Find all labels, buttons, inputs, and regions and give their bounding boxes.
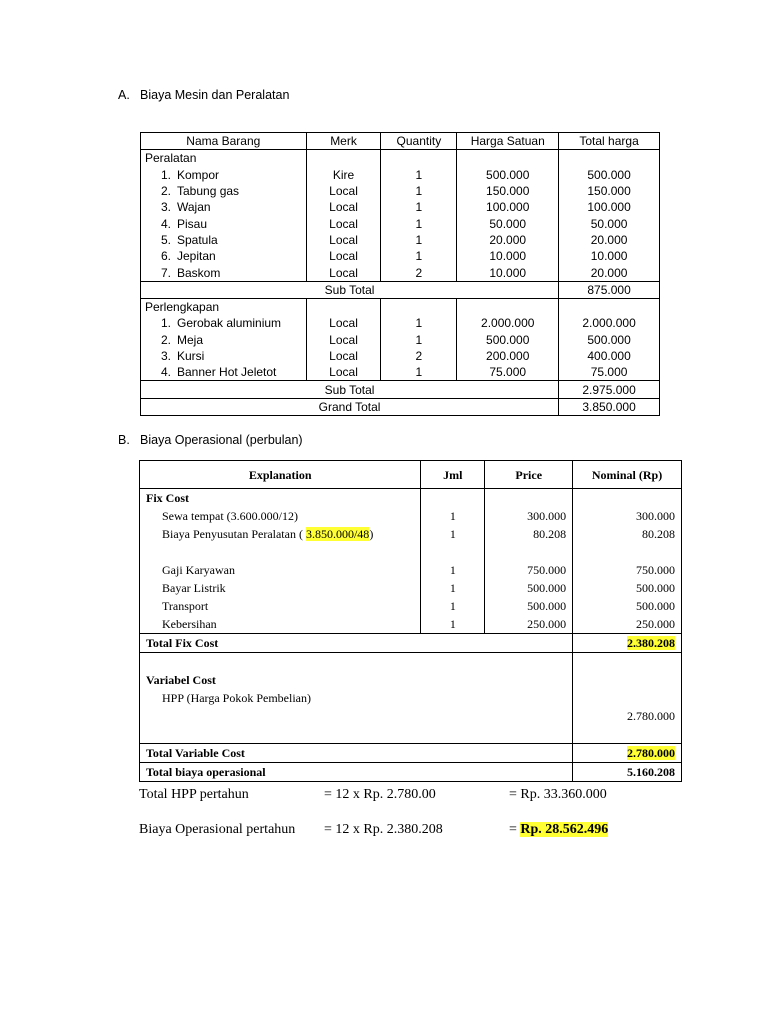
fix-cost-label-row — [140, 489, 682, 508]
empty-cell — [306, 298, 381, 315]
item-number: 2. — [160, 184, 171, 199]
summary-hpp-result: = Rp. 33.360.000 — [509, 787, 607, 802]
fix-item-nominal: 300.000 — [573, 507, 682, 525]
item-merk: Kire — [306, 167, 381, 183]
item-unit-price: 2.000.000 — [457, 315, 559, 331]
item-quantity: 1 — [381, 364, 457, 381]
subtotal-row — [141, 381, 660, 398]
empty-cell — [573, 689, 682, 707]
item-unit-price: 10.000 — [457, 248, 559, 264]
table-row — [140, 507, 682, 525]
col-header-explanation: Explanation — [140, 461, 421, 489]
table-header-row — [140, 461, 682, 489]
fix-item-price: 250.000 — [485, 615, 573, 634]
col-header-quantity: Quantity — [381, 133, 457, 150]
subtotal-row — [141, 281, 660, 298]
table-row — [141, 348, 660, 364]
item-name: Tabung gas — [177, 184, 240, 199]
empty-cell — [573, 653, 682, 672]
empty-cell — [573, 489, 682, 508]
col-header-nama-barang: Nama Barang — [141, 133, 307, 150]
item-merk: Local — [306, 332, 381, 348]
variable-cost-label: Variabel Cost — [140, 671, 573, 689]
item-total-price: 500.000 — [559, 332, 660, 348]
item-number: 3. — [160, 200, 171, 215]
empty-cell — [559, 150, 660, 167]
fix-item-price: 80.208 — [485, 525, 573, 543]
table-row — [141, 315, 660, 331]
fix-item-price: 300.000 — [485, 507, 573, 525]
fix-item-jml: 1 — [421, 507, 485, 525]
empty-cell — [485, 489, 573, 508]
empty-cell — [381, 298, 457, 315]
item-total-price: 100.000 — [559, 199, 660, 215]
item-merk: Local — [306, 364, 381, 381]
fix-item-name: Kebersihan — [140, 615, 421, 634]
variable-item-row — [140, 689, 682, 707]
fix-item-name: Gaji Karyawan — [140, 561, 421, 579]
item-number: 3. — [160, 349, 171, 363]
col-header-total-harga: Total harga — [559, 133, 660, 150]
fix-item-name — [140, 525, 421, 543]
fix-item-jml: 1 — [421, 525, 485, 543]
total-fix-cost-label: Total Fix Cost — [140, 634, 573, 653]
grand-total-label: Grand Total — [141, 398, 559, 415]
summary-operational-result — [509, 822, 608, 838]
item-total-price: 50.000 — [559, 215, 660, 231]
subtotal-value: 875.000 — [559, 281, 660, 298]
table-header-row — [141, 133, 660, 150]
section-b-title: Biaya Operasional (perbulan) — [140, 433, 303, 447]
group-header-row — [141, 150, 660, 167]
summary-operational-prefix: = — [509, 822, 521, 837]
item-quantity: 2 — [381, 264, 457, 281]
variable-spacer-row — [140, 653, 682, 672]
item-total-price: 500.000 — [559, 167, 660, 183]
fix-item-name-part: Biaya Penyusutan Peralatan ( — [162, 527, 306, 541]
equipment-cost-table — [140, 132, 660, 416]
empty-cell — [140, 653, 573, 672]
empty-cell — [559, 298, 660, 315]
group-header-row — [141, 298, 660, 315]
empty-cell — [457, 150, 559, 167]
fix-item-nominal: 250.000 — [573, 615, 682, 634]
total-fix-cost-cell — [573, 634, 682, 653]
col-header-jml: Jml — [421, 461, 485, 489]
item-merk: Local — [306, 348, 381, 364]
item-unit-price: 100.000 — [457, 199, 559, 215]
item-total-price: 20.000 — [559, 232, 660, 248]
item-number: 2. — [160, 332, 171, 347]
empty-cell — [421, 543, 485, 561]
fix-item-jml: 1 — [421, 561, 485, 579]
item-number: 5. — [160, 232, 171, 247]
item-total-price: 400.000 — [559, 348, 660, 364]
item-name-cell — [141, 199, 307, 215]
item-quantity: 1 — [381, 199, 457, 215]
fix-item-price: 500.000 — [485, 597, 573, 615]
item-name: Wajan — [177, 200, 211, 215]
summary-hpp-formula: = 12 x Rp. 2.780.00 — [324, 787, 436, 802]
item-name: Gerobak aluminium — [177, 316, 282, 331]
empty-cell — [421, 489, 485, 508]
fix-item-name: Bayar Listrik — [140, 579, 421, 597]
empty-cell — [140, 707, 573, 725]
summary-operational-highlight: Rp. 28.562.496 — [520, 822, 609, 837]
item-quantity: 1 — [381, 232, 457, 248]
group-name: Peralatan — [141, 150, 307, 167]
total-operational-label: Total biaya operasional — [140, 763, 573, 782]
item-name-cell — [141, 364, 307, 381]
empty-cell — [140, 543, 421, 561]
item-number: 4. — [160, 216, 171, 231]
item-name: Pisau — [177, 216, 208, 231]
empty-cell — [140, 725, 573, 744]
item-number: 6. — [160, 249, 171, 264]
item-quantity: 1 — [381, 332, 457, 348]
item-name-cell — [141, 167, 307, 183]
table-row — [140, 579, 682, 597]
fix-item-price: 750.000 — [485, 561, 573, 579]
item-name: Meja — [177, 332, 204, 347]
table-row — [140, 525, 682, 543]
item-quantity: 1 — [381, 215, 457, 231]
section-b-letter: B. — [118, 433, 130, 447]
empty-cell — [573, 543, 682, 561]
item-number: 1. — [160, 316, 171, 331]
grand-total-row — [141, 398, 660, 415]
empty-cell — [457, 298, 559, 315]
grand-total-value: 3.850.000 — [559, 398, 660, 415]
fix-item-jml: 1 — [421, 579, 485, 597]
table-row — [141, 199, 660, 215]
section-a-letter: A. — [118, 88, 130, 102]
item-name-cell — [141, 215, 307, 231]
item-merk: Local — [306, 248, 381, 264]
fix-item-nominal: 80.208 — [573, 525, 682, 543]
item-unit-price: 500.000 — [457, 332, 559, 348]
total-fix-cost-value: 2.380.208 — [627, 636, 675, 650]
item-name-cell — [141, 232, 307, 248]
item-total-price: 10.000 — [559, 248, 660, 264]
item-quantity: 2 — [381, 348, 457, 364]
subtotal-value: 2.975.000 — [559, 381, 660, 398]
item-number: 4. — [160, 365, 171, 380]
item-name: Baskom — [177, 265, 221, 280]
fix-cost-label: Fix Cost — [140, 489, 421, 508]
empty-cell — [573, 671, 682, 689]
fix-item-jml: 1 — [421, 597, 485, 615]
item-unit-price: 50.000 — [457, 215, 559, 231]
col-header-harga-satuan: Harga Satuan — [457, 133, 559, 150]
total-variable-cost-row — [140, 744, 682, 763]
subtotal-label: Sub Total — [141, 381, 559, 398]
col-header-merk: Merk — [306, 133, 381, 150]
item-number: 1. — [160, 167, 171, 182]
empty-cell — [306, 150, 381, 167]
item-unit-price: 200.000 — [457, 348, 559, 364]
item-name-cell — [141, 248, 307, 264]
table-row — [141, 183, 660, 199]
item-unit-price: 75.000 — [457, 364, 559, 381]
item-quantity: 1 — [381, 248, 457, 264]
fix-item-nominal: 750.000 — [573, 561, 682, 579]
item-merk: Local — [306, 315, 381, 331]
variable-item-name: HPP (Harga Pokok Pembelian) — [140, 689, 573, 707]
fix-item-name: Sewa tempat (3.600.000/12) — [140, 507, 421, 525]
item-name-cell — [141, 183, 307, 199]
table-row — [141, 264, 660, 281]
item-name-cell — [141, 332, 307, 348]
item-unit-price: 150.000 — [457, 183, 559, 199]
summary-operational-label: Biaya Operasional pertahun — [139, 822, 296, 837]
fix-item-nominal: 500.000 — [573, 597, 682, 615]
table-row — [141, 332, 660, 348]
table-row — [141, 215, 660, 231]
operational-cost-table — [139, 460, 682, 782]
table-row — [141, 232, 660, 248]
item-merk: Local — [306, 232, 381, 248]
item-name-cell — [141, 264, 307, 281]
summary-hpp-label: Total HPP pertahun — [139, 787, 249, 802]
table-row — [141, 248, 660, 264]
fix-item-name-part: ) — [369, 527, 374, 541]
item-name: Jepitan — [177, 249, 216, 264]
item-total-price: 20.000 — [559, 264, 660, 281]
spacer-row — [140, 543, 682, 561]
variable-spacer-row — [140, 725, 682, 744]
item-quantity: 1 — [381, 167, 457, 183]
item-name-cell — [141, 315, 307, 331]
item-name: Kompor — [177, 167, 220, 182]
item-merk: Local — [306, 183, 381, 199]
table-row — [140, 597, 682, 615]
item-total-price: 150.000 — [559, 183, 660, 199]
item-unit-price: 10.000 — [457, 264, 559, 281]
fix-item-price: 500.000 — [485, 579, 573, 597]
total-operational-value: 5.160.208 — [573, 763, 682, 782]
col-header-price: Price — [485, 461, 573, 489]
table-row — [140, 615, 682, 634]
item-name: Banner Hot Jeletot — [177, 365, 277, 380]
table-row — [141, 364, 660, 381]
item-merk: Local — [306, 215, 381, 231]
subtotal-label: Sub Total — [141, 281, 559, 298]
item-number: 7. — [160, 265, 171, 280]
item-unit-price: 500.000 — [457, 167, 559, 183]
item-quantity: 1 — [381, 183, 457, 199]
empty-cell — [381, 150, 457, 167]
total-fix-cost-row — [140, 634, 682, 653]
item-total-price: 2.000.000 — [559, 315, 660, 331]
item-merk: Local — [306, 264, 381, 281]
group-name: Perlengkapan — [141, 298, 307, 315]
total-variable-cost-label: Total Variable Cost — [140, 744, 573, 763]
empty-cell — [573, 725, 682, 744]
variable-item-nominal: 2.780.000 — [573, 707, 682, 725]
table-row — [140, 561, 682, 579]
summary-operational-formula: = 12 x Rp. 2.380.208 — [324, 822, 443, 837]
highlighted-formula: 3.850.000/48 — [305, 527, 370, 541]
item-name-cell — [141, 348, 307, 364]
item-total-price: 75.000 — [559, 364, 660, 381]
variable-cost-label-row — [140, 671, 682, 689]
item-name: Kursi — [177, 349, 205, 363]
table-row — [141, 167, 660, 183]
fix-item-nominal: 500.000 — [573, 579, 682, 597]
fix-item-name: Transport — [140, 597, 421, 615]
section-b-heading — [118, 433, 303, 447]
total-variable-cost-value: 2.780.000 — [627, 746, 675, 760]
col-header-nominal: Nominal (Rp) — [573, 461, 682, 489]
empty-cell — [485, 543, 573, 561]
section-a-heading — [118, 88, 289, 102]
item-unit-price: 20.000 — [457, 232, 559, 248]
section-a-title: Biaya Mesin dan Peralatan — [140, 88, 290, 102]
item-quantity: 1 — [381, 315, 457, 331]
total-operational-row — [140, 763, 682, 782]
item-name: Spatula — [177, 232, 218, 247]
variable-item-value-row — [140, 707, 682, 725]
item-merk: Local — [306, 199, 381, 215]
total-variable-cost-cell — [573, 744, 682, 763]
fix-item-jml: 1 — [421, 615, 485, 634]
